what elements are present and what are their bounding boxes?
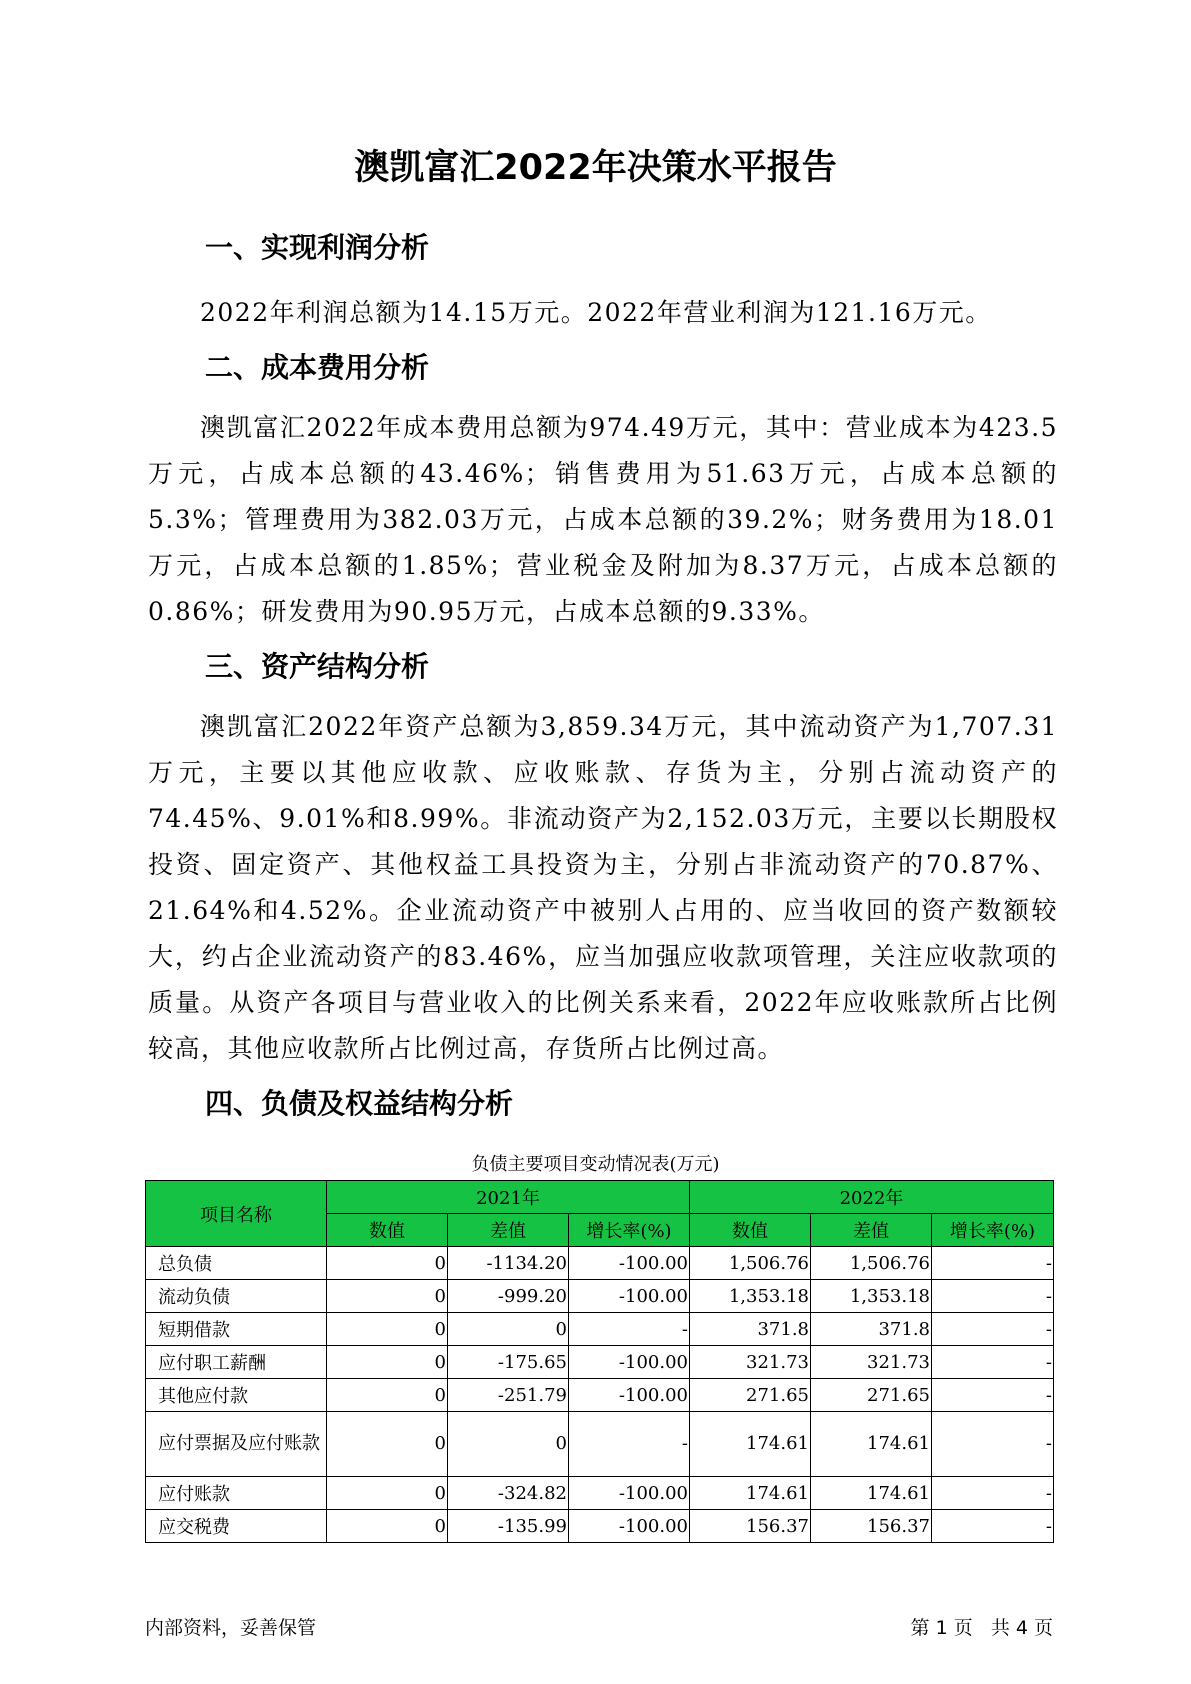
row-cell: - <box>569 1412 690 1477</box>
row-cell: - <box>932 1247 1054 1280</box>
row-cell: 271.65 <box>811 1379 932 1412</box>
row-cell: 321.73 <box>811 1346 932 1379</box>
row-cell: 174.61 <box>811 1412 932 1477</box>
row-cell: 0 <box>327 1477 448 1510</box>
row-cell: - <box>932 1280 1054 1313</box>
row-cell: 1,353.18 <box>811 1280 932 1313</box>
row-cell: -175.65 <box>448 1346 569 1379</box>
row-cell: 1,506.76 <box>690 1247 811 1280</box>
row-cell: -100.00 <box>569 1477 690 1510</box>
row-cell: 0 <box>448 1313 569 1346</box>
row-item-name: 应付账款 <box>146 1477 327 1510</box>
header-year-2021: 2021年 <box>327 1181 690 1214</box>
row-cell: -100.00 <box>569 1280 690 1313</box>
liabilities-table <box>145 1180 1054 1543</box>
row-cell: 0 <box>327 1313 448 1346</box>
header-item-name: 项目名称 <box>146 1181 327 1247</box>
row-cell: -324.82 <box>448 1477 569 1510</box>
row-cell: 0 <box>448 1412 569 1477</box>
row-item-name: 应交税费 <box>146 1510 327 1543</box>
row-item-name: 短期借款 <box>146 1313 327 1346</box>
table-row <box>146 1313 1054 1346</box>
header-value-2022: 数值 <box>690 1214 811 1247</box>
row-item-name: 其他应付款 <box>146 1379 327 1412</box>
table-row <box>146 1280 1054 1313</box>
header-diff-2022: 差值 <box>811 1214 932 1247</box>
row-cell: - <box>932 1412 1054 1477</box>
section-heading-assets: 三、资产结构分析 <box>205 650 430 683</box>
header-diff-2021: 差值 <box>448 1214 569 1247</box>
section-body-profit: 2022年利润总额为14.15万元。2022年营业利润为121.16万元。 <box>200 298 992 327</box>
section-heading-cost: 二、成本费用分析 <box>205 351 430 384</box>
row-cell: - <box>932 1477 1054 1510</box>
table-row <box>146 1379 1054 1412</box>
row-cell: 0 <box>327 1379 448 1412</box>
row-cell: 371.8 <box>811 1313 932 1346</box>
row-cell: 371.8 <box>690 1313 811 1346</box>
row-cell: -999.20 <box>448 1280 569 1313</box>
row-cell: - <box>932 1379 1054 1412</box>
row-cell: - <box>932 1346 1054 1379</box>
row-cell: -135.99 <box>448 1510 569 1543</box>
row-cell: - <box>932 1313 1054 1346</box>
header-growth-2021: 增长率(%) <box>569 1214 690 1247</box>
section-body-cost: 澳凯富汇2022年成本费用总额为974.49万元，其中：营业成本为423.5万元，占成本总额的43.46%；销售费用为51.63万元，占成本总额的5.3%；管理费用为382.03万元，占成本总额的39.2%；财务费用为18.01万元，占成本总额的1.85%；营业税金及附加为8.37万元，占成本总额的0.86%；研发费用为90.95万元，占成本总额的9.33%。 <box>148 413 1058 626</box>
section-heading-liabilities: 四、负债及权益结构分析 <box>205 1087 514 1120</box>
row-item-name: 应付票据及应付账款 <box>146 1412 327 1477</box>
row-item-name: 应付职工薪酬 <box>146 1346 327 1379</box>
row-cell: -100.00 <box>569 1346 690 1379</box>
row-cell: 174.61 <box>690 1477 811 1510</box>
row-cell: 174.61 <box>811 1477 932 1510</box>
row-cell: - <box>932 1510 1054 1543</box>
page-title: 澳凯富汇2022年决策水平报告 <box>354 148 837 188</box>
row-cell: 156.37 <box>811 1510 932 1543</box>
table-row <box>146 1247 1054 1280</box>
row-cell: -100.00 <box>569 1379 690 1412</box>
footer-confidential: 内部资料，妥善保管 <box>145 1617 317 1639</box>
row-cell: -1134.20 <box>448 1247 569 1280</box>
header-growth-2022: 增长率(%) <box>932 1214 1054 1247</box>
row-cell: 156.37 <box>690 1510 811 1543</box>
row-cell: 1,353.18 <box>690 1280 811 1313</box>
row-cell: 0 <box>327 1346 448 1379</box>
table-row <box>146 1477 1054 1510</box>
header-year-2022: 2022年 <box>690 1181 1054 1214</box>
footer-page-number: 第 1 页 共 4 页 <box>910 1617 1053 1639</box>
table-row <box>146 1510 1054 1543</box>
row-cell: 1,506.76 <box>811 1247 932 1280</box>
row-item-name: 总负债 <box>146 1247 327 1280</box>
row-cell: 271.65 <box>690 1379 811 1412</box>
row-cell: 0 <box>327 1412 448 1477</box>
row-cell: 0 <box>327 1510 448 1543</box>
row-cell: -100.00 <box>569 1510 690 1543</box>
table-caption: 负债主要项目变动情况表(万元) <box>471 1154 720 1175</box>
row-cell: -100.00 <box>569 1247 690 1280</box>
header-value-2021: 数值 <box>327 1214 448 1247</box>
row-cell: 0 <box>327 1247 448 1280</box>
row-cell: 0 <box>327 1280 448 1313</box>
section-body-assets: 澳凯富汇2022年资产总额为3,859.34万元，其中流动资产为1,707.31万元，主要以其他应收款、应收账款、存货为主，分别占流动资产的74.45%、9.01%和8.99%。非流动资产为2,152.03万元，主要以长期股权投资、固定资产、其他权益工具投资为主，分别占非流动资产的70.87%、21.64%和4.52%。企业流动资产中被别人占用的、应当收回的资产数额较大，约占企业流动资产的83.46%，应当加强应收款项管理，关注应收款项的质量。从资产各项目与营业收入的比例关系来看，2022年应收账款所占比例较高，其他应收款所占比例过高，存货所占比例过高。 <box>148 712 1058 1063</box>
table-row <box>146 1346 1054 1379</box>
row-cell: -251.79 <box>448 1379 569 1412</box>
row-cell: 174.61 <box>690 1412 811 1477</box>
section-heading-profit: 一、实现利润分析 <box>205 231 430 264</box>
row-item-name: 流动负债 <box>146 1280 327 1313</box>
row-cell: 321.73 <box>690 1346 811 1379</box>
row-cell: - <box>569 1313 690 1346</box>
table-row <box>146 1412 1054 1477</box>
